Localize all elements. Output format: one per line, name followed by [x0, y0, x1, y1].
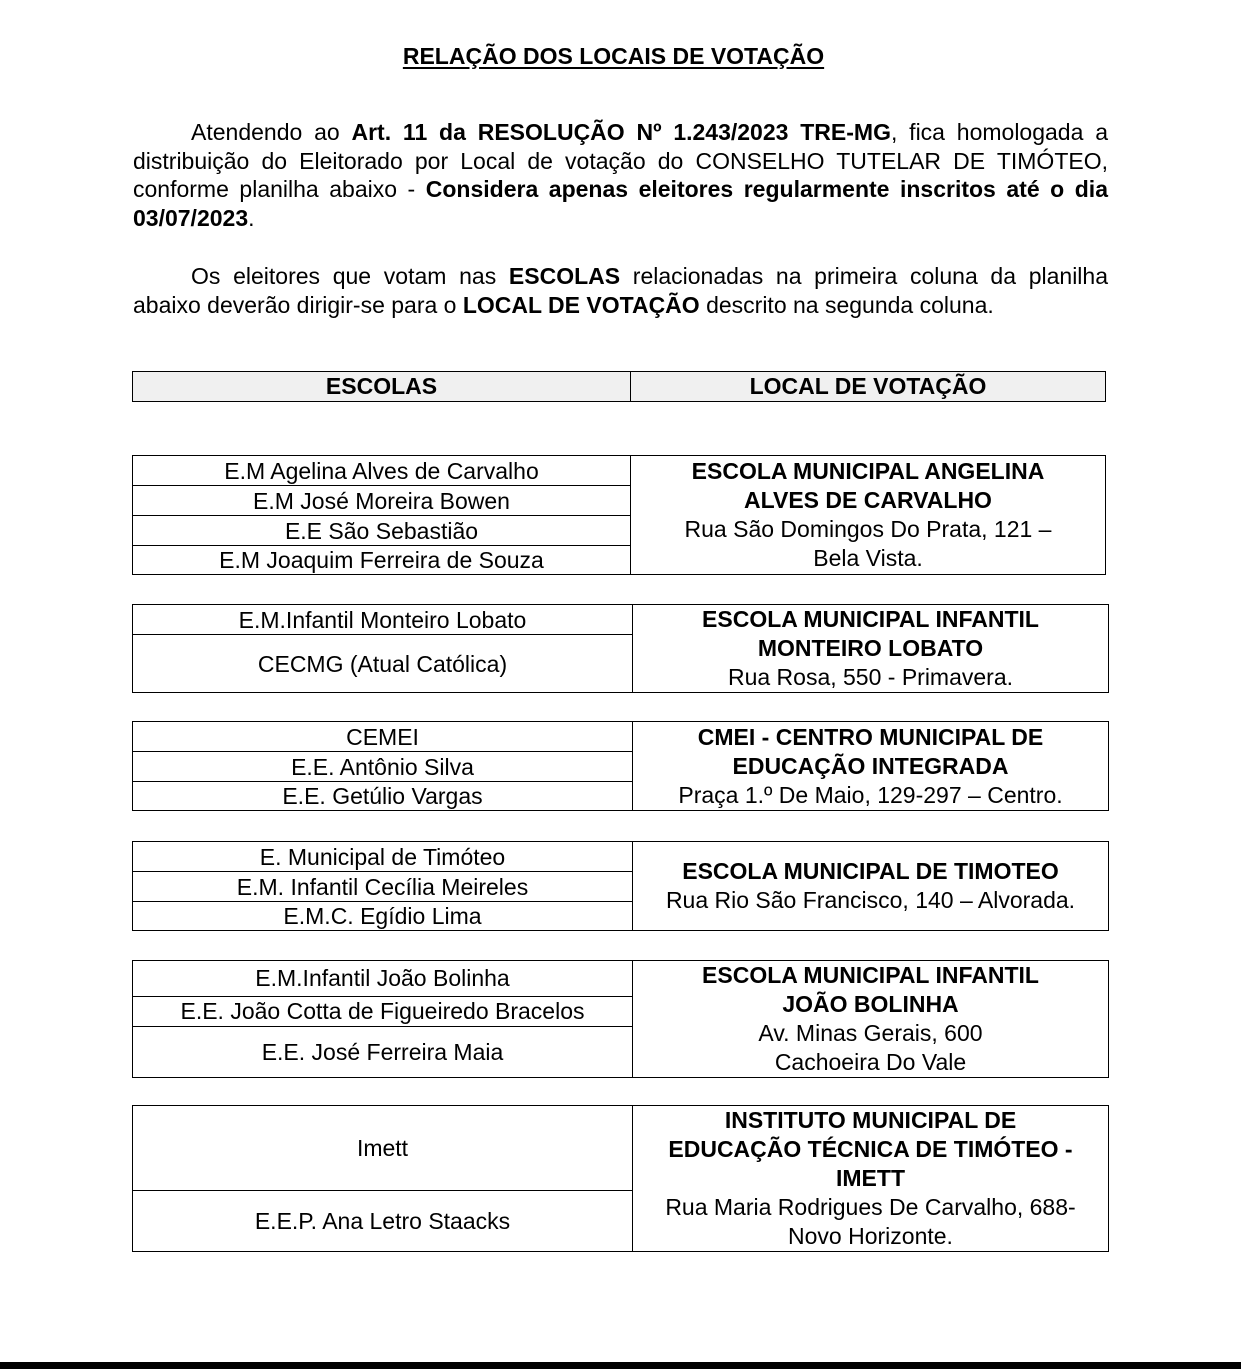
- school-cell: E.E.P. Ana Letro Staacks: [133, 1190, 633, 1251]
- school-cell: E.E. João Cotta de Figueiredo Bracelos: [133, 996, 633, 1027]
- school-cell: E.M. Infantil Cecília Meireles: [133, 872, 633, 902]
- location-name: ESCOLA MUNICIPAL ANGELINA: [691, 458, 1045, 484]
- school-cell: E.E. José Ferreira Maia: [133, 1027, 633, 1078]
- voting-location-cell: [633, 1106, 1109, 1252]
- school-cell: E. Municipal de Timóteo: [133, 842, 633, 872]
- instruction-text: relacionadas na primeira coluna da planilha abaixo deverão dirigir-se para o: [133, 263, 1108, 318]
- intro-text: .: [248, 204, 255, 231]
- voting-group-6: [132, 1105, 1109, 1252]
- voting-group-4: [132, 841, 1109, 931]
- school-cell: E.M Agelina Alves de Carvalho: [133, 456, 631, 486]
- voting-location-cell: [633, 842, 1109, 931]
- location-name: ESCOLA MUNICIPAL DE TIMOTEO: [682, 858, 1059, 884]
- location-name: ALVES DE CARVALHO: [744, 487, 992, 513]
- location-name: IMETT: [836, 1165, 905, 1191]
- instruction-emphasis: LOCAL DE VOTAÇÃO: [462, 291, 700, 318]
- intro-text: Atendendo ao: [191, 119, 352, 145]
- school-cell: E.M.Infantil João Bolinha: [133, 961, 633, 997]
- school-cell: Imett: [133, 1106, 633, 1191]
- voting-location-cell: [633, 722, 1109, 811]
- location-address: Rua Maria Rodrigues De Carvalho, 688-: [665, 1194, 1076, 1220]
- instruction-emphasis: ESCOLAS: [508, 263, 621, 289]
- location-name: EDUCAÇÃO TÉCNICA DE TIMÓTEO -: [668, 1136, 1073, 1162]
- location-address: Bela Vista.: [813, 545, 923, 571]
- location-name: ESCOLA MUNICIPAL INFANTIL: [702, 606, 1039, 632]
- location-address: Praça 1.º De Maio, 129-297 – Centro.: [678, 781, 1063, 808]
- school-cell: E.M.Infantil Monteiro Lobato: [133, 605, 633, 635]
- voting-location-cell: [631, 456, 1106, 575]
- intro-resolution-ref: Art. 11 da RESOLUÇÃO Nº 1.243/2023 TRE-MG: [351, 119, 891, 145]
- page-title: RELAÇÃO DOS LOCAIS DE VOTAÇÃO: [402, 43, 825, 69]
- instruction-text: descrito na segunda coluna.: [699, 291, 994, 318]
- school-cell: CECMG (Atual Católica): [133, 635, 633, 693]
- school-cell: E.E. Antônio Silva: [133, 752, 633, 782]
- location-address: Novo Horizonte.: [788, 1223, 953, 1249]
- table-header: [132, 371, 1106, 402]
- school-cell: E.M.C. Egídio Lima: [133, 902, 633, 931]
- page-bottom-rule: [0, 1362, 1241, 1369]
- voting-group-5: [132, 960, 1109, 1078]
- school-cell: E.E. Getúlio Vargas: [133, 782, 633, 811]
- location-name: INSTITUTO MUNICIPAL DE: [724, 1107, 1017, 1133]
- voting-location-cell: [633, 961, 1109, 1078]
- location-name: JOÃO BOLINHA: [782, 991, 959, 1017]
- location-address: Cachoeira Do Vale: [774, 1049, 967, 1075]
- voting-group-3: [132, 721, 1109, 811]
- voting-group-1: [132, 455, 1106, 575]
- location-name: ESCOLA MUNICIPAL INFANTIL: [702, 962, 1039, 988]
- location-name: MONTEIRO LOBATO: [757, 635, 984, 661]
- location-address: Rua São Domingos Do Prata, 121 –: [684, 516, 1052, 542]
- instruction-text: Os eleitores que votam nas: [191, 263, 509, 289]
- location-address: Rua Rio São Francisco, 140 – Alvorada.: [665, 887, 1076, 913]
- voting-group-2: [132, 604, 1109, 693]
- voting-location-cell: [633, 605, 1109, 693]
- location-name: CMEI - CENTRO MUNICIPAL DE: [697, 723, 1044, 750]
- location-address: Av. Minas Gerais, 600: [758, 1020, 983, 1046]
- intro-text: , fica homologada a distribuição do Eleitorado por Local de votação do CONSELHO TUTELAR DE TIMÓTEO, conforme planilha abaixo -: [133, 119, 1109, 202]
- school-cell: E.M José Moreira Bowen: [133, 486, 631, 516]
- intro-paragraph: [133, 118, 1108, 232]
- location-address: Rua Rosa, 550 - Primavera.: [727, 664, 1014, 690]
- school-cell: E.M Joaquim Ferreira de Souza: [133, 546, 631, 575]
- intro-cutoff-note: Considera apenas eleitores regularmente inscritos até o dia 03/07/2023: [133, 176, 1108, 231]
- location-name: EDUCAÇÃO INTEGRADA: [732, 752, 1009, 779]
- column-header-schools: ESCOLAS: [133, 372, 631, 402]
- school-cell: E.E São Sebastião: [133, 516, 631, 546]
- instruction-paragraph: [133, 262, 1108, 319]
- column-header-voting-location: LOCAL DE VOTAÇÃO: [631, 372, 1106, 402]
- school-cell: CEMEI: [133, 722, 633, 752]
